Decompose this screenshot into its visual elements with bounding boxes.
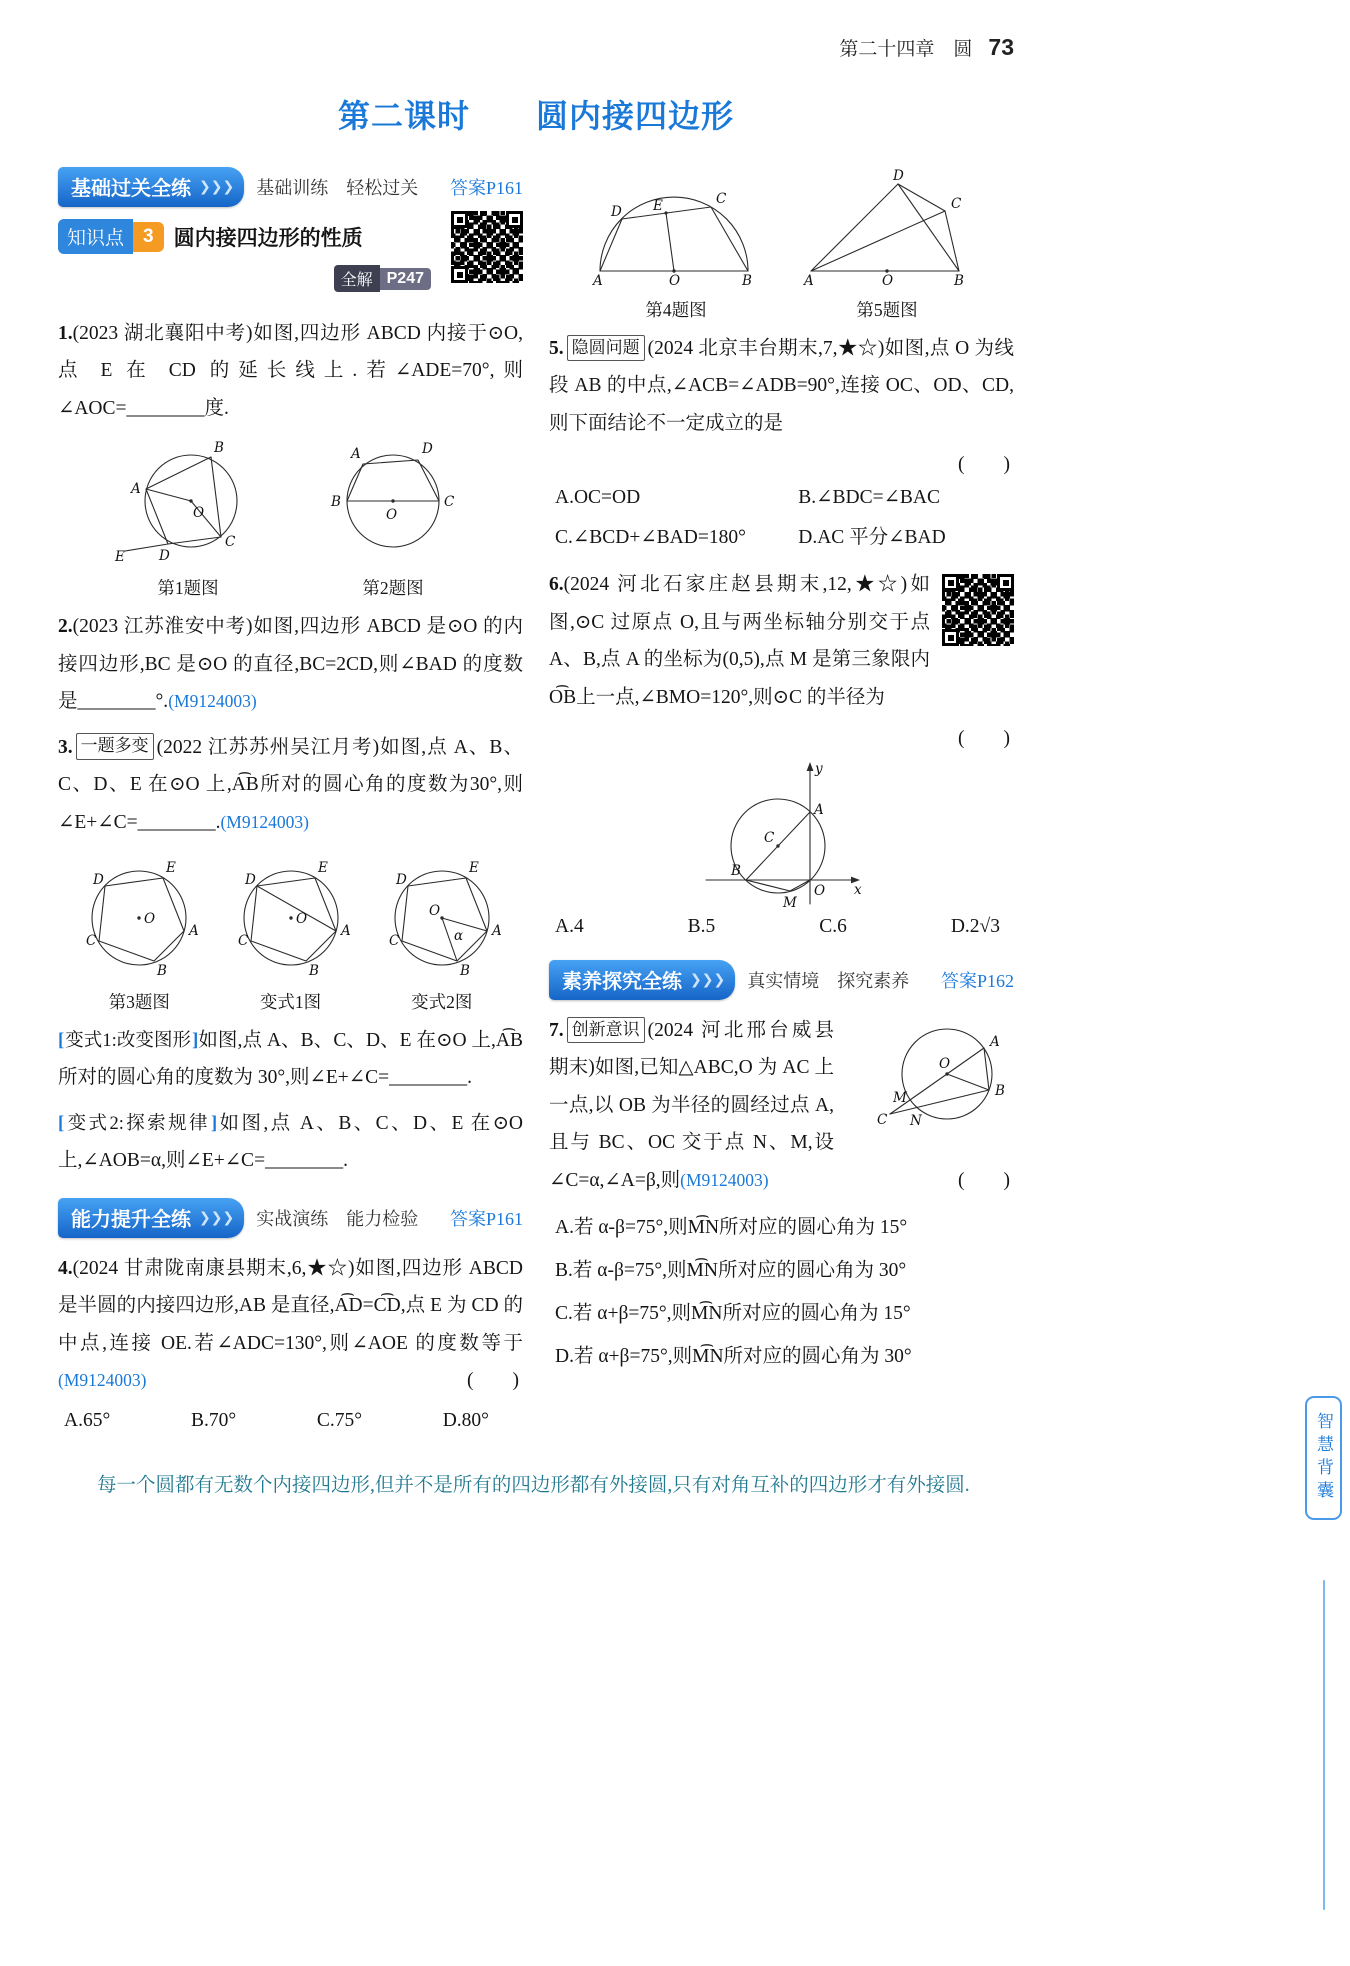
solution-ref-page: P247 xyxy=(380,268,431,290)
section-ability-answer-ref: 答案P161 xyxy=(449,1208,523,1229)
point-label-b: B xyxy=(214,440,224,457)
point-label-o: O xyxy=(144,910,156,927)
page-content xyxy=(58,34,1014,1504)
point-label-b: B xyxy=(157,962,168,979)
figure-4-drawing xyxy=(592,171,760,289)
figures-q3-variants xyxy=(58,853,523,1014)
question-7-option-a: A.若 α-β=75°,则M͡N所对应的圆心角为 15° xyxy=(555,1217,908,1239)
variant-1-body: 如图,点 A、B、C、D、E 在⊙O 上,A͡B所对的圆心角的度数为 30°,则∠E+∠C=________. xyxy=(58,1029,524,1089)
point-label-d: D xyxy=(422,441,433,458)
option-c: C.75° xyxy=(316,1409,363,1431)
question-1-source: (2023 湖北襄阳中考) xyxy=(72,323,253,344)
point-label-e: E xyxy=(317,859,328,876)
point-label-o: O xyxy=(939,1056,951,1072)
variant-2-body: 如图,点 A、B、C、D、E 在⊙O 上,∠AOB=α,则∠E+∠C=________. xyxy=(58,1112,523,1172)
point-label-e: E xyxy=(653,198,663,214)
option-a: A.65° xyxy=(64,1409,111,1431)
option-d: D.2√3 xyxy=(950,916,1000,937)
option-a: A.4 xyxy=(555,916,584,937)
question-6-source: (2024 河北石家庄赵县期末,12,★☆) xyxy=(563,574,908,596)
point-label-a: A xyxy=(491,922,502,939)
figure-6-drawing xyxy=(698,758,866,910)
chevrons-icon: ❯❯❯ xyxy=(690,971,726,987)
question-3-number: 3. xyxy=(58,736,73,758)
option-d: D.80° xyxy=(442,1409,489,1431)
figure-variant-1-drawing xyxy=(221,853,361,981)
point-label-c: C xyxy=(763,830,774,846)
question-2-number: 2. xyxy=(58,616,73,638)
knowledge-point-number: 3 xyxy=(133,222,164,252)
question-7-number: 7. xyxy=(549,1020,564,1041)
point-label-c: C xyxy=(444,494,455,511)
point-label-m: M xyxy=(893,1090,907,1106)
question-3-body: 如图,点 A、B、C、D、E 在⊙O 上,A͡B所对的圆心角的度数为30°,则∠E+∠C=________. xyxy=(58,736,523,833)
figure-variant-2-caption: 变式2图 xyxy=(411,991,473,1012)
point-label-c: C xyxy=(237,932,248,949)
question-5-tag: 隐圆问题 xyxy=(567,335,645,362)
section-literacy-badge xyxy=(549,960,735,1000)
question-2-body: 如图,四边形 ABCD 是⊙O 的内接四边形,BC 是⊙O 的直径,BC=2CD,则∠BAD 的度数是________°. xyxy=(58,616,523,713)
point-label-b: B xyxy=(730,863,741,879)
point-label-b: B xyxy=(331,494,341,511)
left-column xyxy=(58,159,523,1438)
point-label-a: A xyxy=(189,922,199,939)
question-7-option-c: C.若 α+β=75°,则M͡N所对应的圆心角为 15° xyxy=(555,1302,911,1324)
knowledge-point-block xyxy=(58,219,523,307)
figure-variant-2 xyxy=(372,853,512,1014)
point-label-e: E xyxy=(166,859,177,876)
question-5-options xyxy=(549,478,1014,558)
question-7-option-d: D.若 α+β=75°,则M͡N所对应的圆心角为 30° xyxy=(555,1345,912,1367)
point-label-a: A xyxy=(131,481,141,498)
point-label-n: N xyxy=(910,1113,922,1129)
question-6-number: 6. xyxy=(549,574,564,596)
question-7-tag: 创新意识 xyxy=(567,1017,645,1044)
figure-variant-1 xyxy=(221,853,361,1014)
axis-label-x: x xyxy=(853,882,862,898)
section-ability-subtitle: 实战演练 能力检验 xyxy=(256,1208,419,1229)
question-3-source: (2022 江苏苏州吴江月考) xyxy=(156,736,380,758)
point-label-e: E xyxy=(468,859,479,876)
figure-variant-2-drawing xyxy=(372,853,512,981)
solution-ref xyxy=(334,265,431,292)
point-label-d: D xyxy=(93,871,105,888)
option-c: C.∠BCD+∠BAD=180° xyxy=(555,527,746,549)
figure-7-drawing xyxy=(842,1016,1014,1142)
question-5-number: 5. xyxy=(549,338,564,359)
question-2-code: (M9124003) xyxy=(168,691,257,712)
point-label-c: C xyxy=(877,1112,888,1128)
figure-1-drawing xyxy=(113,439,263,567)
qr-finder-icon xyxy=(942,629,959,646)
qr-finder-icon xyxy=(506,211,523,228)
qr-finder-icon xyxy=(451,211,468,228)
point-label-d: D xyxy=(893,168,904,184)
figure-3 xyxy=(69,853,209,1014)
question-4-options xyxy=(58,1408,523,1438)
point-label-o: O xyxy=(386,507,398,524)
figures-q1-q2 xyxy=(58,439,523,600)
question-2-source: (2023 江苏淮安中考) xyxy=(72,616,253,638)
question-7 xyxy=(549,1012,1014,1199)
question-3-code: (M9124003) xyxy=(220,811,309,832)
right-column xyxy=(549,159,1014,1438)
question-3 xyxy=(58,729,523,841)
question-4-source: (2024 甘肃陇南康县期末,6,★☆) xyxy=(72,1257,355,1279)
option-d: D.AC 平分∠BAD xyxy=(798,527,946,549)
footer-note: 每一个圆都有无数个内接四边形,但并不是所有的四边形都有外接圆,只有对角互补的四边形才有外接圆. xyxy=(97,1474,970,1496)
two-column-layout xyxy=(58,159,1014,1438)
question-1-number: 1. xyxy=(58,323,73,344)
point-label-c: C xyxy=(388,932,400,949)
question-5-source: (2024 北京丰台期末,7,★☆) xyxy=(647,338,885,359)
point-label-o: O xyxy=(295,910,307,927)
question-2 xyxy=(58,608,523,720)
section-basic xyxy=(58,167,523,207)
point-label-c: C xyxy=(951,196,962,212)
solution-ref-label: 全解 xyxy=(334,265,380,292)
point-label-o: O xyxy=(193,505,205,522)
knowledge-point-badge: 知识点 xyxy=(58,219,133,254)
qr-code xyxy=(451,211,523,283)
point-label-d: D xyxy=(611,204,622,220)
option-a: A.OC=OD xyxy=(555,487,641,509)
question-6-options xyxy=(549,914,1014,944)
point-label-b: B xyxy=(308,962,319,979)
point-label-o: O xyxy=(669,273,681,289)
question-6-body: 如图,⊙C 过原点 O,且与两坐标轴分别交于点 A、B,点 A 的坐标为(0,5),点 M 是第三象限内O͡B上一点,∠BMO=120°,则⊙C 的半径为 xyxy=(549,574,930,708)
section-ability-badge xyxy=(58,1198,244,1238)
figure-3-drawing xyxy=(69,853,209,981)
option-b: B.∠BDC=∠BAC xyxy=(798,487,941,509)
question-7-code: (M9124003) xyxy=(680,1169,769,1190)
point-label-a: A xyxy=(990,1034,1000,1050)
point-label-c: C xyxy=(716,191,727,207)
section-literacy-subtitle: 真实情境 探究素养 xyxy=(747,971,910,991)
point-label-a: A xyxy=(340,922,351,939)
question-3-tag: 一题多变 xyxy=(76,733,154,760)
section-basic-answer-ref: 答案P161 xyxy=(449,178,523,198)
figures-q4-q5 xyxy=(549,168,1014,322)
chevrons-icon: ❯❯❯ xyxy=(199,1208,235,1225)
section-literacy-answer-ref: 答案P162 xyxy=(940,971,1014,991)
figure-2 xyxy=(318,439,468,600)
point-label-a: A xyxy=(351,446,361,463)
figure-6 xyxy=(549,758,1014,910)
qr-finder-icon xyxy=(997,574,1014,591)
chevrons-icon: ❯❯❯ xyxy=(199,178,235,194)
question-7-source: (2024 河北邢台威县期末) xyxy=(549,1020,834,1079)
section-ability xyxy=(58,1198,523,1238)
question-7-answer-paren: ( ) xyxy=(958,1169,1010,1191)
variant-1-question xyxy=(58,1022,523,1097)
figure-5-drawing xyxy=(803,168,971,289)
point-label-b: B xyxy=(742,273,752,289)
point-label-o: O xyxy=(428,902,440,919)
question-5-body: 如图,点 O 为线段 AB 的中点,∠ACB=∠ADB=90°,连接 OC、OD、CD,则下面结论不一定成立的是 xyxy=(549,338,1014,434)
point-label-c: C xyxy=(86,932,97,949)
section-ability-badge-label: 能力提升全练 xyxy=(71,1208,191,1231)
question-1 xyxy=(58,315,523,427)
question-6-answer-paren: ( ) xyxy=(958,728,1010,749)
point-label-a: A xyxy=(804,273,814,289)
figure-1 xyxy=(113,439,263,600)
figure-2-drawing xyxy=(318,439,468,567)
point-label-a: A xyxy=(813,802,824,818)
point-label-o: O xyxy=(813,883,825,899)
variant-2-tag: [ 变式2:探索规律 ] xyxy=(58,1114,217,1134)
side-tab-line xyxy=(1323,1580,1326,1910)
point-label-d: D xyxy=(395,871,407,888)
point-label-c: C xyxy=(225,534,236,551)
section-basic-subtitle: 基础训练 轻松过关 xyxy=(256,178,419,198)
question-4-code: (M9124003) xyxy=(58,1370,147,1391)
question-1-body: 如图,四边形 ABCD 内接于⊙O,点 E 在 CD 的延长线上.若∠ADE=70°,则∠AOC=________度. xyxy=(58,323,523,419)
section-literacy-badge-label: 素养探究全练 xyxy=(562,971,682,993)
point-label-b: B xyxy=(459,962,470,979)
figure-2-caption: 第2题图 xyxy=(362,578,424,599)
point-label-b: B xyxy=(995,1083,1005,1099)
point-label-o: O xyxy=(882,273,894,289)
figure-1-caption: 第1题图 xyxy=(157,578,219,599)
qr-finder-icon xyxy=(451,266,468,283)
question-7-body: 如图,已知△ABC,O 为 AC 上一点,以 OB 为半径的圆经过点 A,且与 BC、OC 交于点 N、M,设∠C=α,∠A=β,则 xyxy=(549,1057,834,1191)
variant-2-question xyxy=(58,1105,523,1180)
figure-3-caption: 第3题图 xyxy=(108,991,170,1012)
point-label-a: A xyxy=(593,273,603,289)
question-4-answer-paren: ( ) xyxy=(467,1370,519,1392)
variant-1-tag: [ 变式1:改变图形 ] xyxy=(58,1031,198,1051)
point-label-m: M xyxy=(782,895,797,911)
figure-variant-1-caption: 变式1图 xyxy=(259,991,322,1012)
axis-label-y: y xyxy=(814,761,823,777)
figure-7 xyxy=(842,1016,1014,1155)
point-label-e: E xyxy=(115,549,125,566)
side-tab: 智慧背囊 xyxy=(1305,1396,1342,1520)
section-basic-badge xyxy=(58,167,244,207)
angle-label-alpha: α xyxy=(453,927,463,944)
question-7-option-b: B.若 α-β=75°,则M͡N所对应的圆心角为 30° xyxy=(555,1260,907,1282)
knowledge-point-title: 圆内接四边形的性质 xyxy=(173,226,363,250)
question-4 xyxy=(58,1250,523,1400)
section-basic-badge-label: 基础过关全练 xyxy=(71,178,191,200)
question-5-answer-paren: ( ) xyxy=(958,454,1010,476)
question-4-number: 4. xyxy=(58,1257,73,1279)
option-b: B.70° xyxy=(190,1409,237,1431)
page-number: 73 xyxy=(988,34,1014,60)
point-label-d: D xyxy=(159,548,170,565)
question-5 xyxy=(549,330,1014,442)
option-c: C.6 xyxy=(819,916,847,937)
figure-5 xyxy=(803,168,971,322)
qr-code xyxy=(942,574,1014,646)
section-literacy xyxy=(549,960,1014,1000)
figure-4 xyxy=(592,171,760,322)
option-b: B.5 xyxy=(687,916,716,937)
lesson-title: 第二课时 圆内接四边形 xyxy=(337,98,734,134)
figure-5-caption: 第5题图 xyxy=(856,300,918,320)
point-label-b: B xyxy=(954,273,964,289)
qr-finder-icon xyxy=(942,574,959,591)
chapter-title: 第二十四章 圆 xyxy=(839,39,973,60)
question-6 xyxy=(549,566,1014,716)
figure-4-caption: 第4题图 xyxy=(645,300,707,320)
point-label-d: D xyxy=(244,871,256,888)
question-4-body: 如图,四边形 ABCD 是半圆的内接四边形,AB 是直径,A͡D=C͡D,点 E 为 CD 的中点,连接 OE.若∠ADC=130°,则∠AOE 的度数等于 xyxy=(58,1257,523,1354)
page-header xyxy=(58,34,1014,61)
